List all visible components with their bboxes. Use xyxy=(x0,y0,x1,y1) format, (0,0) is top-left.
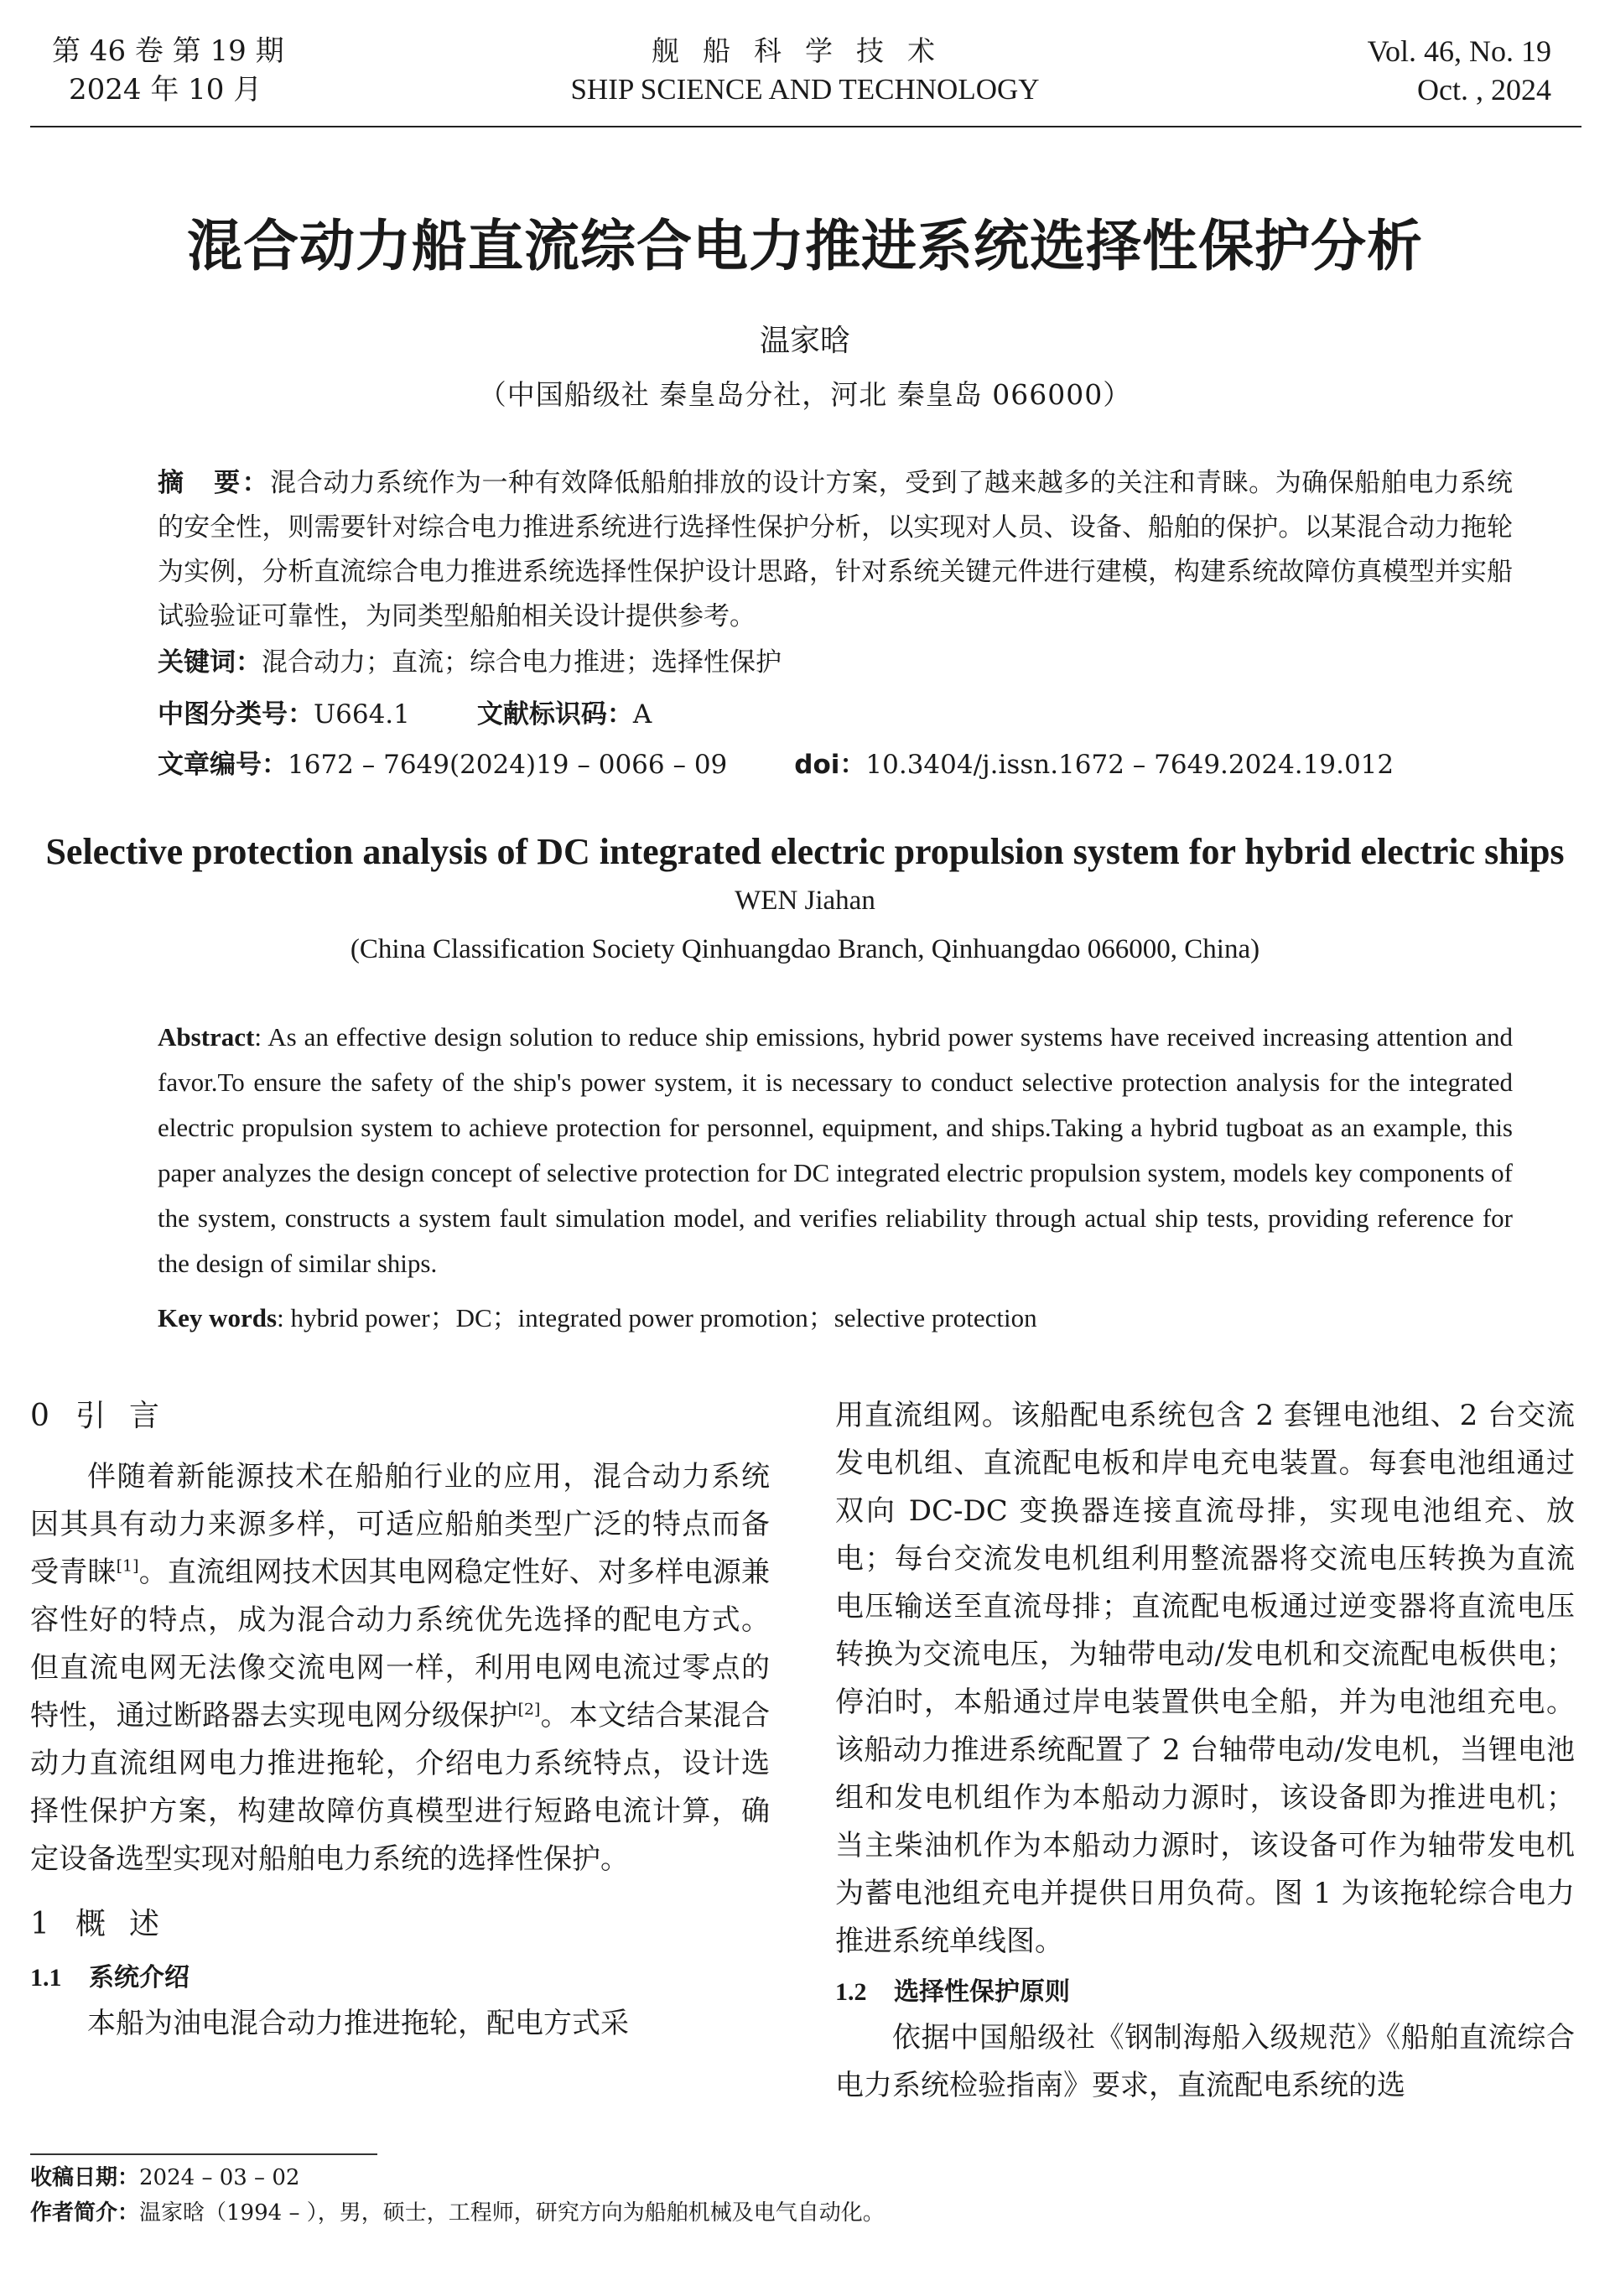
keywords-en xyxy=(158,1300,1037,1337)
section-0-paragraph xyxy=(30,1453,770,1883)
citation-ref-2: [2] xyxy=(517,1700,541,1719)
section-1-title: 概述 xyxy=(75,1907,184,1941)
section-1-2-paragraph: 依据中国船级社《钢制海船入级规范》《船舶直流综合电力系统检验指南》要求，直流配电系统的选 xyxy=(835,2021,1575,2102)
section-1-1-paragraph-continued: 用直流组网。该船配电系统包含 2 套锂电池组、2 台交流发电机组、直流配电板和岸电充电装置。每套电池组通过双向 DC-DC 变换器连接直流母排，实现电池组充、放电；每台交流发电机组利用整流器将交流电压转换为直流电压输送至直流母排；直流配电板通过逆变器将直流电压转换为交流电压，为轴带电动/发电机和交流配电板供电；停泊时，本船通过岸电装置供电全船，并为电池组充电。该船动力推进系统配置了 2 台轴带电动/发电机，当锂电池组和发电机组作为本船动力源时，该设备即为推进电机；当主柴油机作为本船动力源时，该设备可作为轴带发电机为蓄电池组充电并提供日用负荷。图 1 为该拖轮综合电力推进系统单线图。 xyxy=(835,1399,1575,1958)
abstract-en xyxy=(158,1015,1513,1286)
author-en: WEN Jiahan xyxy=(735,886,875,916)
citation-ref-1: [1] xyxy=(116,1556,139,1576)
body-column-right xyxy=(835,1392,1575,2110)
article-number-line xyxy=(158,746,1394,783)
doi-value: 10.3404/j.issn.1672 – 7649.2024.19.012 xyxy=(865,750,1394,780)
article-no-label: 文章编号： xyxy=(158,750,288,780)
paper-title-en: Selective protection analysis of DC integrated electric propulsion system for hybrid electric ships xyxy=(45,831,1565,872)
clc-label: 中图分类号： xyxy=(158,699,314,730)
abstract-en-label: Abstract xyxy=(158,1022,255,1052)
doc-code-value: A xyxy=(632,699,652,730)
footnote-received xyxy=(30,2162,299,2194)
para-text: 。直流组网技术因其电网稳定性好、对多样电源兼容性好的特点，成为混合动力系统优先选择的配电方式。但直流电网无法像交流电网一样，利用电网电流过零点的特性，通过断路器去实现电网分级保护 xyxy=(30,1556,770,1732)
header-issue-en xyxy=(1368,32,1551,109)
section-1-2-title: 选择性保护原则 xyxy=(894,1977,1070,2007)
section-1-2-heading xyxy=(835,1971,1575,2014)
section-1-heading xyxy=(30,1900,770,1948)
header-journal-cn: 舰船科学技术 xyxy=(652,34,958,67)
doc-code-label: 文献标识码： xyxy=(476,699,633,730)
para-text: 。本文结合某混合动力直流组网电力推进拖轮，介绍电力系统特点，设计选择性保护方案，构建故障仿真模型进行短路电流计算，确定设备选型实现对船舶电力系统的选择性保护。 xyxy=(30,1699,770,1876)
section-1-2-number: 1.2 xyxy=(835,1978,867,2006)
keywords-cn-text: 混合动力；直流；综合电力推进；选择性保护 xyxy=(262,647,782,678)
keywords-en-text: : hybrid power；DC；integrated power promotion；selective protection xyxy=(277,1303,1037,1332)
header-volume-cn: 第 46 卷 第 19 期 xyxy=(52,34,284,68)
section-0-number: 0 xyxy=(30,1399,49,1433)
footnote-author-bio xyxy=(30,2197,885,2229)
bio-label: 作者简介： xyxy=(30,2200,140,2226)
abstract-cn-text: 混合动力系统作为一种有效降低船舶排放的设计方案，受到了越来越多的关注和青睐。为确保船舶电力系统的安全性，则需要针对综合电力推进系统进行选择性保护分析，以实现对人员、设备、船舶的保护。以某混合动力拖轮为实例，分析直流综合电力推进系统选择性保护设计思路，针对系统关键元件进行建模，构建系统故障仿真模型并实船试验验证可靠性，为同类型船舶相关设计提供参考。 xyxy=(158,468,1514,631)
header-volume-en: Vol. 46, No. 19 xyxy=(1367,34,1551,68)
abstract-cn-label: 摘 要： xyxy=(158,468,271,498)
affiliation-en: (China Classification Society Qinhuangdao Branch, Qinhuangdao 066000, China) xyxy=(350,934,1260,964)
abstract-cn xyxy=(158,461,1513,639)
keywords-cn-label: 关键词： xyxy=(158,647,262,678)
section-1-1-heading xyxy=(30,1956,770,2000)
header-date-cn: 2024 年 10 月 xyxy=(69,73,262,106)
keywords-cn xyxy=(158,644,782,681)
header-journal-en: SHIP SCIENCE AND TECHNOLOGY xyxy=(570,73,1040,106)
body-column-left xyxy=(30,1392,770,2048)
clc-value: U664.1 xyxy=(314,699,410,730)
keywords-en-label: Key words xyxy=(158,1303,278,1332)
affiliation-cn: （中国船级社 秦皇岛分社，河北 秦皇岛 066000） xyxy=(478,378,1132,411)
section-1-1-number: 1.1 xyxy=(30,1964,62,1992)
paper-title-cn: 混合动力船直流综合电力推进系统选择性保护分析 xyxy=(187,214,1423,278)
author-cn: 温家晗 xyxy=(759,324,850,358)
section-1-number: 1 xyxy=(30,1907,49,1941)
footnote-rule xyxy=(30,2153,377,2155)
article-no-value: 1672 – 7649(2024)19 – 0066 – 09 xyxy=(288,750,728,780)
section-1-1-title: 系统介绍 xyxy=(89,1963,190,1992)
section-1-1-paragraph-start: 本船为油电混合动力推进拖轮，配电方式采 xyxy=(87,2007,629,2040)
bio-value: 温家晗（1994 – ），男，硕士，工程师，研究方向为船舶机械及电气自动化。 xyxy=(139,2200,885,2226)
received-label: 收稿日期： xyxy=(30,2165,140,2190)
header-date-en: Oct. , 2024 xyxy=(1417,73,1551,106)
section-0-title: 引言 xyxy=(75,1399,184,1433)
doi-label: doi： xyxy=(794,750,866,780)
header-rule xyxy=(30,126,1581,127)
abstract-en-text: : As an effective design solution to reduce ship emissions, hybrid power systems have received increasing attention and favor.To ensure the safety of the ship's power system, it is necessary to conduct selective protection analysis for the integrated electric propulsion system to achieve protection for personnel, equipment, and ships.Taking a hybrid tugboat as an example, this paper analyzes the design concept of selective protection for DC integrated electric propulsion system, models key components of the system, constructs a system fault simulation model, and verifies reliability through actual ship tests, providing reference for the design of similar ships. xyxy=(158,1022,1513,1278)
section-0-heading xyxy=(30,1392,770,1440)
para-text: 伴随着新能源技术在船舶行业的应用，混合动力系统因其具有动力来源多样，可适应船舶类型广泛的特点而备受青睐 xyxy=(30,1460,770,1589)
classification-line xyxy=(158,696,652,733)
received-value: 2024 – 03 – 02 xyxy=(139,2165,300,2190)
